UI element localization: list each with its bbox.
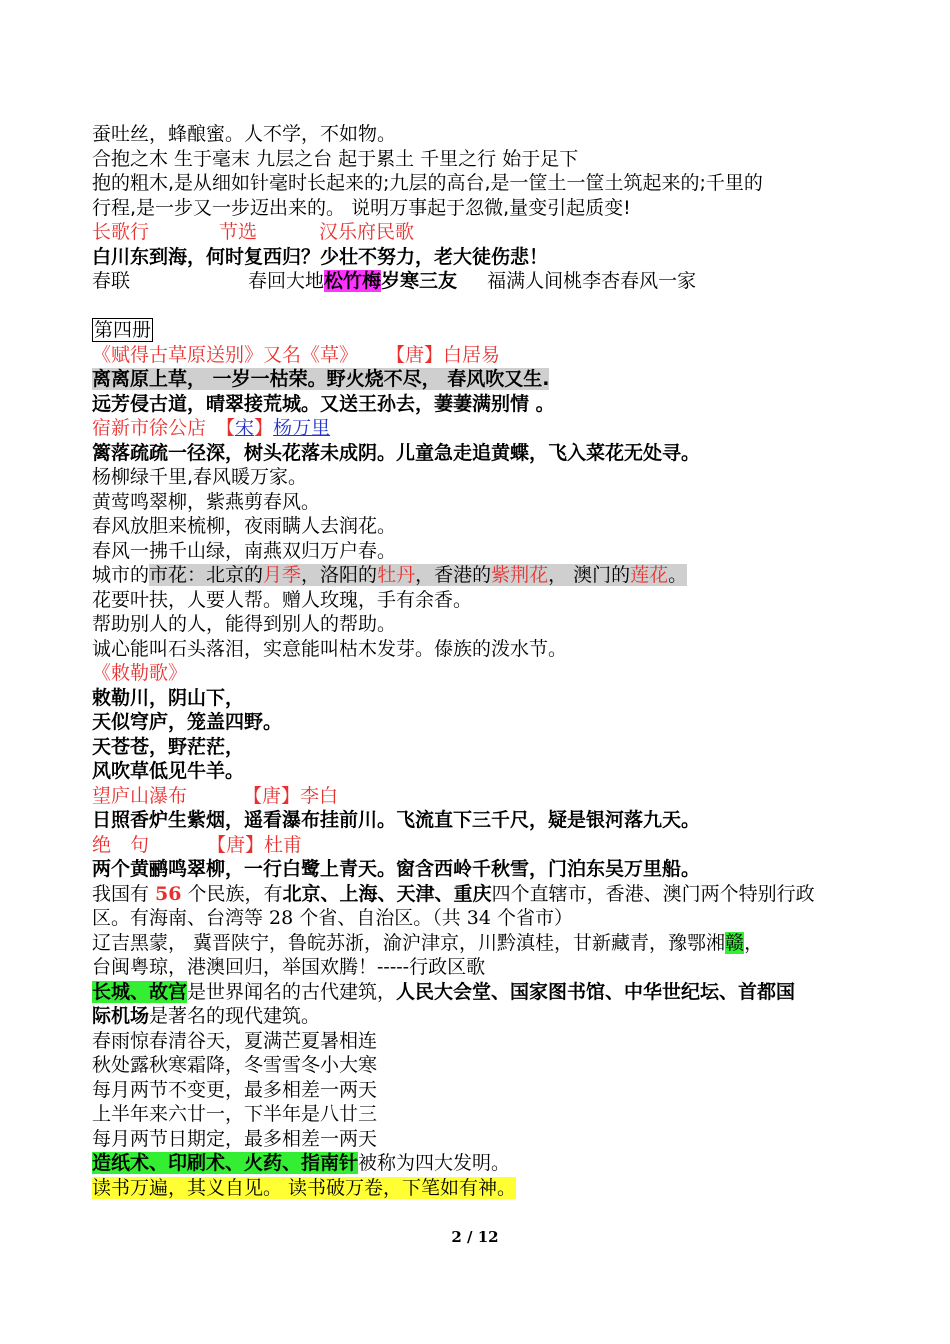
- bold-text: 人民大会堂、国家图书馆、中华世纪坛、首都国: [396, 980, 796, 1003]
- highlight-block: 市花：北京的月季，洛阳的牡丹，香港的紫荆花， 澳门的莲花。: [149, 564, 688, 586]
- poem-line: 风吹草低见牛羊。: [92, 760, 245, 782]
- poem-note: 节选: [219, 221, 258, 243]
- text-line: 花要叶扶，人要人帮。赠人玫瑰，手有余香。: [92, 588, 473, 611]
- bold-text: 北京、上海、天津、重庆: [282, 882, 492, 905]
- blank-line: [92, 294, 892, 319]
- poem-title: 绝 句: [92, 833, 150, 856]
- city-flowers-line: [92, 563, 892, 588]
- text-line: 合抱之木 生于毫末 九层之台 起于累土 千里之行 始于足下: [92, 147, 579, 170]
- poem-title: 长歌行: [92, 221, 150, 243]
- text-line: 区。有海南、台湾等 28 个省、自治区。（共 34 个省市）: [92, 907, 574, 929]
- poem-title: 《赋得古草原送别》又名《草》: [92, 343, 359, 366]
- document-page: [92, 122, 892, 1200]
- dynasty-link[interactable]: 宋: [235, 417, 255, 439]
- couplet-text: 春回大地: [248, 270, 325, 292]
- highlight-text: 赣: [725, 931, 745, 954]
- number-highlight: 56: [155, 882, 182, 905]
- section-heading: 第四册: [94, 319, 152, 341]
- couplet-horizontal: 岁寒三友: [381, 270, 458, 292]
- text-line: 春风一拂千山绿，南燕双归万户春。: [92, 539, 397, 562]
- highlight-text: 离离原上草， 一岁一枯荣。野火烧不尽， 春风吹又生.: [92, 368, 550, 390]
- page-number: 2 / 12: [451, 1228, 499, 1246]
- poem-title: 《敕勒歌》: [92, 662, 188, 684]
- bold-text: 际机场: [92, 1005, 150, 1027]
- poem-title-line: [92, 416, 892, 441]
- text-line: 造纸术、印刷术、火药、指南针被称为四大发明。: [92, 1152, 511, 1174]
- poem-line: 天苍苍，野茫茫，: [92, 735, 245, 758]
- poem-author: 【唐】李白: [243, 784, 339, 807]
- poem-title-line: [92, 784, 892, 809]
- section-heading-line: [92, 318, 892, 343]
- text-line: 行程,是一步又一步迈出来的。 说明万事起于忽微,量变引起质变!: [92, 196, 631, 219]
- poem-title: 宿新市徐公店: [92, 417, 207, 439]
- poem-title-line: [92, 220, 892, 245]
- poem-line: 白川东到海，何时复西归？少壮不努力，老大徒伤悲！: [92, 245, 549, 268]
- text-line: 辽吉黑蒙， 冀晋陕宁，鲁皖苏浙，渝沪津京，川黔滇桂，甘新藏青，豫鄂湘赣，: [92, 931, 764, 954]
- poem-line: 天似穹庐，笼盖四野。: [92, 711, 283, 733]
- author-link[interactable]: 杨万里: [273, 417, 331, 439]
- text-line: 帮助别人的人，能得到别人的帮助。: [92, 613, 397, 635]
- highlight-text: 造纸术、印刷术、火药、指南针: [92, 1152, 359, 1174]
- text-line: [92, 1176, 892, 1201]
- text-line: 每月两节不变更，最多相差一两天: [92, 1078, 378, 1101]
- poem-line: 敕勒川，阴山下，: [92, 686, 245, 709]
- couplet-line: [92, 269, 892, 294]
- poem-author: 汉乐府民歌: [319, 221, 415, 243]
- text-line: 春雨惊春清谷天，夏满芒夏暑相连: [92, 1029, 378, 1052]
- poem-author: 【唐】白居易: [386, 343, 501, 366]
- poem-title: 望庐山瀑布: [92, 784, 188, 807]
- poem-line: [92, 367, 892, 392]
- text-line: 长城、故宫是世界闻名的古代建筑，人民大会堂、国家图书馆、中华世纪坛、首都国: [92, 980, 796, 1003]
- text-span: 城市的: [92, 564, 150, 586]
- text-line: 际机场是著名的现代建筑。: [92, 1005, 321, 1027]
- highlight-text: 读书万遍，其义自见。 读书破万卷，下笔如有神。: [92, 1176, 517, 1199]
- poem-author: 【唐】杜甫: [207, 833, 303, 856]
- poem-line: 篱落疏疏一径深，树头花落未成阴。儿童急走追黄蝶，飞入菜花无处寻。: [92, 441, 701, 464]
- couplet-label: 春联: [92, 270, 131, 292]
- bracket: 【: [216, 417, 236, 439]
- text-line: 抱的粗木,是从细如针毫时长起来的;九层的高台,是一筐土一筐土筑起来的;千里的: [92, 172, 763, 194]
- text-line: 上半年来六廿一，下半年是八廿三: [92, 1103, 378, 1125]
- poem-line: 远芳侵古道，晴翠接荒城。又送王孙去，萋萋满别情 。: [92, 392, 555, 415]
- poem-title-line: [92, 833, 892, 858]
- text-line: 杨柳绿千里,春风暖万家。: [92, 466, 308, 488]
- text-line: 秋处露秋寒霜降，冬雪雪冬小大寒: [92, 1054, 378, 1076]
- bracket: 】: [254, 417, 274, 439]
- couplet-text: 福满人间桃李杏春风一家: [487, 270, 697, 292]
- poem-line: 两个黄鹂鸣翠柳，一行白鹭上青天。窗含西岭千秋雪，门泊东吴万里船。: [92, 858, 701, 880]
- text-line: 我国有 56 个民族，有北京、上海、天津、重庆四个直辖市，香港、澳门两个特别行政: [92, 882, 815, 905]
- text-line: 春风放胆来梳柳，夜雨瞒人去润花。: [92, 515, 397, 537]
- text-line: 诚心能叫石头落泪，实意能叫枯木发芽。傣族的泼水节。: [92, 637, 568, 660]
- text-line: 台闽粤琼，港澳回归，举国欢腾！-----行政区歌: [92, 956, 486, 978]
- text-line: 蚕吐丝，蜂酿蜜。人不学，不如物。: [92, 123, 397, 145]
- highlight-text: 松竹梅: [324, 270, 382, 292]
- poem-title-line: [92, 343, 892, 368]
- highlight-text: 长城、故宫: [92, 980, 188, 1003]
- text-line: 每月两节日期定，最多相差一两天: [92, 1127, 378, 1150]
- poem-line: 日照香炉生紫烟，遥看瀑布挂前川。飞流直下三千尺，疑是银河落九天。: [92, 809, 701, 831]
- text-line: 黄莺鸣翠柳，紫燕剪春风。: [92, 490, 321, 513]
